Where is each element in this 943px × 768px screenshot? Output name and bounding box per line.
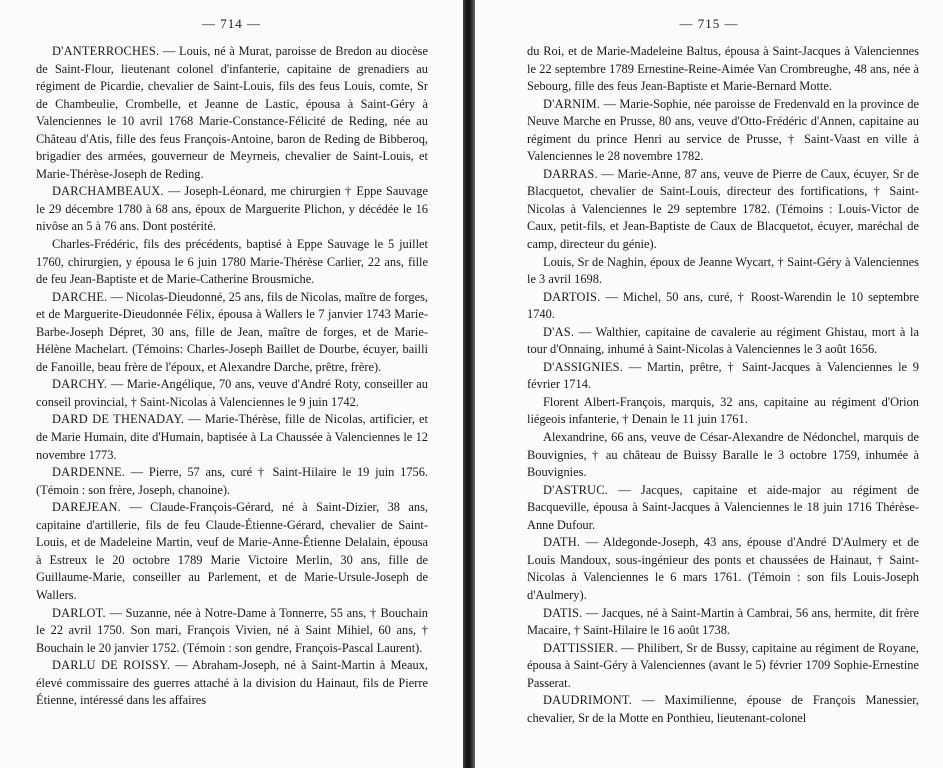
entry [36,605,428,658]
entry-surname: D'ASSIGNIES. [543,359,624,374]
entry [36,411,428,464]
entry-surname: D'ANTERROCHES. [52,44,160,58]
entry-surname: DARDENNE. [52,465,126,480]
entry-text: — Jacques, né à Saint-Martin à Cambrai, 56 ans, hermite, dit frère Macaire, † Saint-Hilaire le 16 août 1738. [527,605,919,638]
entry-text: — Marie-Anne, 87 ans, veuve de Pierre de Caux, écuyer, Sr de Blacquetot, chevalier de Saint-Louis, directeur des fortifications, † Saint-Nicolas à Valenciennes le 29 septembre 1782. (Témoins : Louis-Victor de Caux, petit-fils, et Jean-Baptiste de Caux de Blacquetot, écuyer, maréchal de camp, directeur du génie). [527,166,919,252]
entry-text: — Marie-Angélique, 70 ans, veuve d'André Roty, conseiller au conseil provincial, † Saint-Nicolas à Valenciennes le 9 juin 1742. [36,377,428,409]
entry-text: — Marie-Sophie, née paroisse de Fredenvald en la province de Neuve Marche en Prusse, 80 ans, veuve d'Otto-Frédéric d'Annen, capitaine au régiment du prince Henri au service de Prusse, † Saint-Vaast en ville à Valenciennes le 28 novembre 1782. [527,96,919,164]
entry [527,289,919,324]
entry-surname: DARD DE THENADAY. [52,412,185,427]
entry-text: — Maximilienne, épouse de François Manessier, chevalier, Sr de la Motte en Ponthieu, lieutenant-colonel [527,693,919,725]
entry-text: Louis, Sr de Naghin, époux de Jeanne Wycart, † Saint-Géry à Valenciennes le 3 avril 1698. [527,254,919,287]
entry [527,605,919,640]
entry [36,289,428,377]
entry [527,394,919,429]
entry [36,236,428,289]
entry [527,324,919,359]
entry-surname: DARLOT. [52,605,106,620]
book-gutter [463,0,475,768]
entry [527,482,919,535]
entry-surname: D'AS. [543,324,575,339]
entry-text: — Claude-François-Gérard, né à Saint-Dizier, 38 ans, capitaine d'artillerie, fils de feu Claude-Étienne-Gérard, chevalier de Saint-Louis, et de Madeleine Martin, veuf de Marie-Anne-Étienne Delalain, épousa à Estreux le 20 octobre 1789 Marie Victoire Merlin, 30 ans, fille de Guillaume-Marie, conseiller au Parlement, et de Marie-Ursule-Joseph de Wallers. [36,500,428,602]
entry-text: — Pierre, 57 ans, curé † Saint-Hilaire le 19 juin 1756. (Témoin : son frère, Joseph, chanoine). [36,465,428,497]
entry-text: Florent Albert-François, marquis, 32 ans, capitaine au régiment d'Orion liégeois infanterie, † Denain le 11 juin 1761. [527,394,919,427]
entry-text: — Martin, prêtre, † Saint-Jacques à Valenciennes le 9 février 1714. [527,359,919,392]
entry-surname: DATIS. [543,605,583,620]
entry-text: — Louis, né à Murat, paroisse de Bredon au diocèse de Saint-Flour, lieutenant colonel d'infanterie, capitaine de grenadiers au régiment de Picardie, chevalier de Saint-Louis, fils des feus Louis, comte, Sr de Chambeulie, Crombelle, et Jeanne de Lastic, épousa à Saint-Géry à Valenciennes le 10 avril 1768 Marie-Constance-Félicité de Reding, née au Château d'Atis, fille des feus François-Antoine, baron de Reding de Bibberoq, brigadier des armées, gouverneur de Meyrneis, chevalier de Saint-Louis, et Marie-Thérèse-Joseph de Reding. [36,44,428,181]
entry-text: — Michel, 50 ans, curé, † Roost-Warendin le 10 septembre 1740. [527,289,919,322]
right-text-column [527,43,919,727]
entry [36,376,428,411]
entry-surname: DARCHY. [52,377,108,392]
entry [527,166,919,254]
entry-text: — Nicolas-Dieudonné, 25 ans, fils de Nicolas, maître de forges, et de Marguerite-Dieudonnée Félix, épousa à Wallers le 7 janvier 1743 Marie-Barbe-Joseph Dépret, 30 ans, fille de Jean, maître de forges, et de Marie-Hélène Machelart. (Témoins: Charles-Joseph Baillet de Dourbe, écuyer, bailli de Fanoille, beau frère de l'époux, et Alexandre Darche, prêtre, frère). [36,289,428,374]
entry-text: Alexandrine, 66 ans, veuve de César-Alexandre de Nédonchel, marquis de Bouvignies, † au château de Buissy Baralle le 3 octobre 1759, inhumée à Bouvignies. [527,430,919,480]
entry [527,534,919,604]
entry [527,692,919,727]
entry-surname: DARRAS. [543,166,598,181]
entry-surname: DAREJEAN. [52,500,121,515]
entry-text: — Jacques, capitaine et aide-major au régiment de Bacqueville, épousa à Saint-Jacques à Valenciennes le 18 juin 1716 Thérèse-Anne Dufour. [527,482,919,532]
entry [36,183,428,236]
entry [36,43,428,183]
entry [36,657,428,710]
entry-text: Charles-Frédéric, fils des précédents, baptisé à Eppe Sauvage le 5 juillet 1760, chirurgien, y épousa le 6 juin 1780 Marie-Thérèse Carlier, 22 ans, fille de feu Jean-Baptiste et de Marie-Catherine Brousmiche. [36,237,428,287]
entry [527,254,919,289]
entry [527,429,919,482]
entry-text: — Suzanne, née à Notre-Dame à Tonnerre, 55 ans, † Bouchain le 22 avril 1750. Son mari, François Vivien, né à Saint Mihiel, 60 ans, † Bouchain le 20 janvier 1752. (Témoin : son gendre, François-Pascal Laurent). [36,605,428,655]
entry-text: — Abraham-Joseph, né à Saint-Martin à Meaux, élevé commissaire des guerres attaché à la division du Hainaut, fils de Pierre Étienne, intéressé dans les affaires [36,658,428,708]
entry [527,359,919,394]
entry-surname: DARCHE. [52,289,108,304]
entry-surname: DATH. [543,535,581,550]
entry [36,499,428,604]
entry [527,96,919,166]
entry-text: — Joseph-Léonard, me chirurgien † Eppe Sauvage le 29 décembre 1780 à 68 ans, époux de Marguerite Plichon, y décédée le 16 nivôse an 5 à 76 ans. Dont postérité. [36,184,428,234]
entry [36,464,428,499]
entry-surname: DATTISSIER. [543,640,618,655]
entry-surname: DAUDRIMONT. [543,693,633,708]
entry-surname: DARCHAMBEAUX. [52,184,164,199]
entry-surname: DARLU DE ROISSY. [52,658,171,673]
entry [527,43,919,96]
entry-text: — Walthier, capitaine de cavalerie au régiment Ghistau, mort à la tour d'Onnaing, inhumé à Saint-Nicolas à Valenciennes le 3 août 1656. [527,324,919,357]
entry-surname: D'ARNIM. [543,96,601,111]
entry-surname: DARTOIS. [543,289,601,304]
left-page [0,0,463,768]
entry-text: — Philibert, Sr de Bussy, capitaine au régiment de Royane, épousa à Saint-Géry à Valenciennes (avant le 5) février 1709 Sophie-Ernestine Passerat. [527,640,919,690]
left-text-column [36,43,428,710]
entry-surname: D'ASTRUC. [543,482,608,497]
entry-text: — Aldegonde-Joseph, 43 ans, épouse d'André D'Aulmery et de Louis Mandoux, sous-ingénieur des ponts et chaussées de Hainaut, † Saint-Nicolas à Valenciennes le 6 mars 1761. (Témoin : son fils Louis-Joseph d'Aulmery). [527,535,919,602]
entry-text: du Roi, et de Marie-Madeleine Baltus, épousa à Saint-Jacques à Valenciennes le 22 septembre 1789 Ernestine-Reine-Aimée Van Crombreughe, 48 ans, née à Sebourg, fille des feus Jean-Baptiste et Marie-Bernard Motte. [527,44,919,94]
entry [527,640,919,693]
page-number-left: — 714 — [202,16,261,31]
right-page [475,0,943,768]
page-number-right: — 715 — [679,16,739,31]
entry-text: — Marie-Thérèse, fille de Nicolas, artificier, et de Marie Humain, dite d'Humain, baptisée à La Chaussée à Valenciennes le 12 novembre 1773. [36,412,428,462]
